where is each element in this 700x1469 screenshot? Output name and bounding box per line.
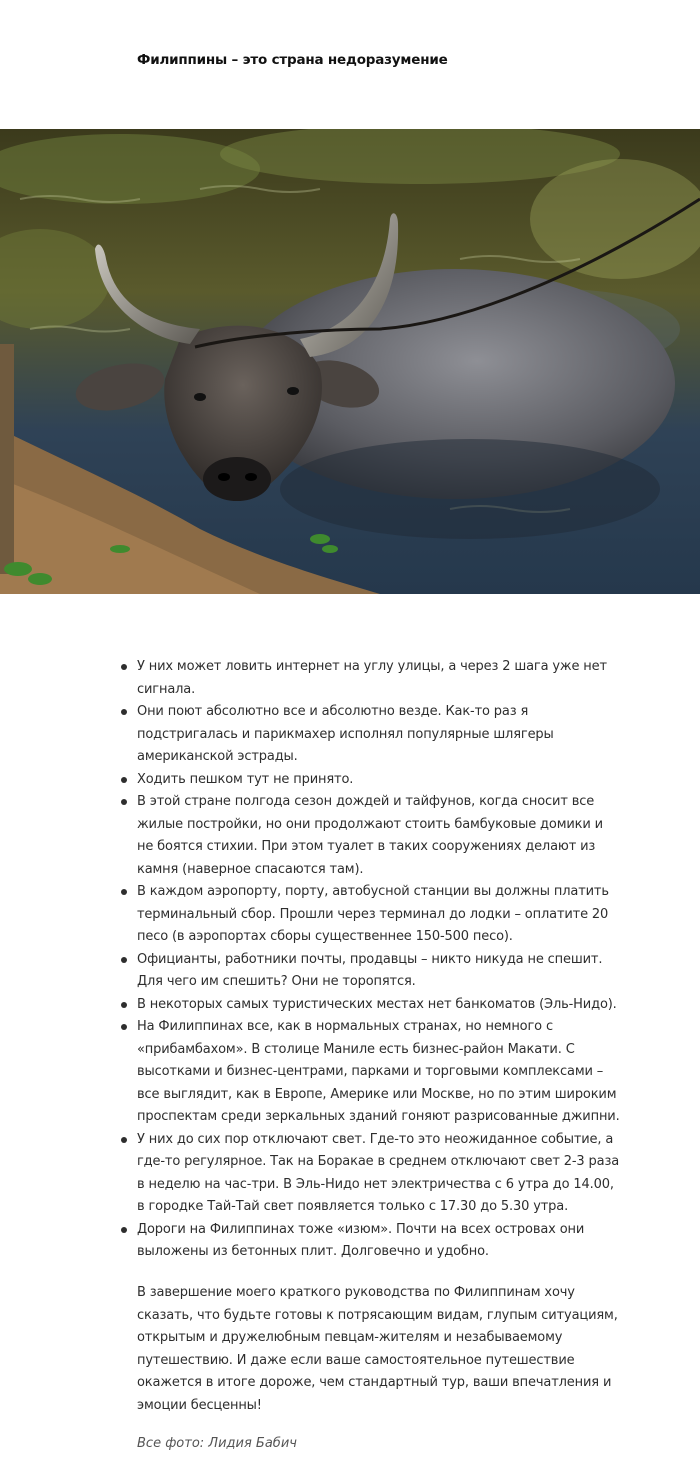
bullet-icon [121, 957, 127, 963]
article-title: Филиппины – это страна недоразумение [137, 52, 448, 68]
facts-list [120, 656, 620, 1264]
photo-credit: Все фото: Лидия Бабич [137, 1436, 297, 1451]
list-item: На Филиппинах все, как в нормальных странах, но немного с «прибамбахом». В столице Маниле есть бизнес-район Макати. С высотками и бизнес-центрами, парками и торговыми комплексами – все выглядит, как в Европе, Америке или Москве, но по этим широким проспектам среди зеркальных зданий гоняют разрисованные джипни. [120, 1016, 620, 1129]
list-item: Официанты, работники почты, продавцы – никто никуда не спешит. Для чего им спешить? Они не торопятся. [120, 949, 620, 994]
list-item: Ходить пешком тут не принято. [120, 769, 620, 792]
bullet-icon [121, 799, 127, 805]
bullet-icon [121, 1227, 127, 1233]
bullet-icon [121, 889, 127, 895]
bullet-icon [121, 664, 127, 670]
list-item: У них до сих пор отключают свет. Где-то это неожиданное событие, а где-то регулярное. Так на Боракае в среднем отключают свет 2-3 раза в неделю на час-три. В Эль-Нидо нет электричества с 6 утра до 14.00, в городке Тай-Тай свет появляется только с 17.30 до 5.30 утра. [120, 1129, 620, 1219]
conclusion-paragraph: В завершение моего краткого руководства по Филиппинам хочу сказать, что будьте готовы к потрясающим видам, глупым ситуациям, открытым и дружелюбным певцам-жителям и незабываемому путешествию. И даже если ваше самостоятельное путешествие окажется в итоге дороже, чем стандартный тур, ваши впечатления и эмоции бесценны! [137, 1285, 618, 1413]
list-item: Они поют абсолютно все и абсолютно везде. Как-то раз я подстригалась и парикмахер исполнял популярные шлягеры американской эстрады. [120, 701, 620, 769]
bullet-icon [121, 1137, 127, 1143]
water-buffalo-photo [0, 129, 700, 594]
bullet-icon [121, 777, 127, 783]
bullet-icon [121, 1024, 127, 1030]
list-item: В каждом аэропорту, порту, автобусной станции вы должны платить терминальный сбор. Прошли через терминал до лодки – оплатите 20 песо (в аэропортах сборы существеннее 150-500 песо). [120, 881, 620, 949]
bullet-icon [121, 1002, 127, 1008]
bullet-icon [121, 709, 127, 715]
list-item: В некоторых самых туристических местах нет банкоматов (Эль-Нидо). [120, 994, 620, 1017]
list-item: В этой стране полгода сезон дождей и тайфунов, когда сносит все жилые постройки, но они продолжают стоить бамбуковые домики и не боятся стихии. При этом туалет в таких сооружениях делают из камня (наверное спасаются там). [120, 791, 620, 881]
list-item: Дороги на Филиппинах тоже «изюм». Почти на всех островах они выложены из бетонных плит. Долговечно и удобно. [120, 1219, 620, 1264]
list-item: У них может ловить интернет на углу улицы, а через 2 шага уже нет сигнала. [120, 656, 620, 701]
